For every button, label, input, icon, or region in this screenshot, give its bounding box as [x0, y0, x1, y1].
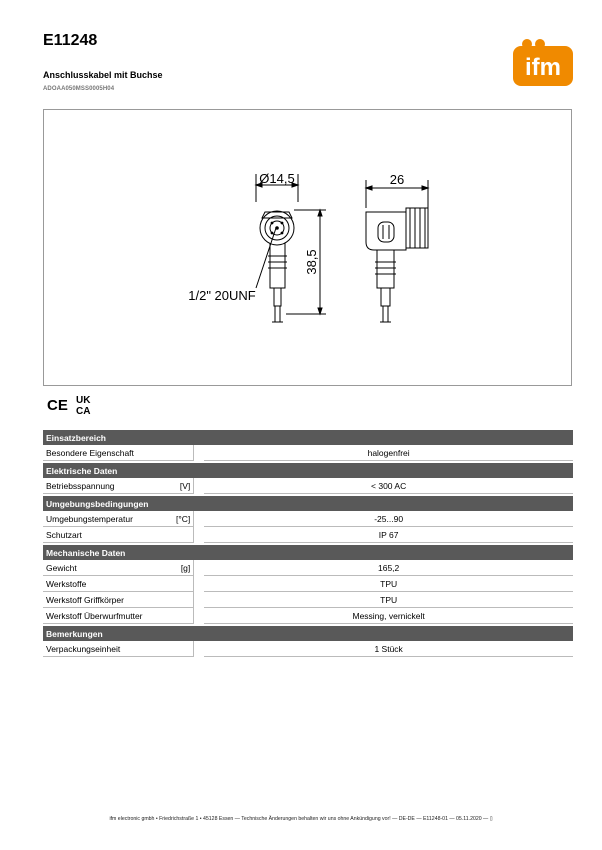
- row-value: 165,2: [204, 560, 573, 576]
- row-unit: [176, 576, 194, 592]
- ce-mark: CE: [47, 397, 68, 414]
- table-row: [43, 511, 573, 527]
- product-name: Anschlusskabel mit Buchse: [43, 70, 163, 80]
- row-unit: [176, 592, 194, 608]
- row-label: Werkstoffe: [43, 576, 176, 592]
- section-header: [43, 545, 573, 560]
- row-unit: [g]: [176, 560, 194, 576]
- dim-height-label: 38,5: [304, 249, 319, 275]
- section-title: Umgebungsbedingungen: [43, 496, 573, 511]
- row-label: Gewicht: [43, 560, 176, 576]
- table-row: [43, 576, 573, 592]
- dim-width-label: 26: [389, 172, 405, 187]
- section-title: Einsatzbereich: [43, 430, 573, 445]
- section-header: [43, 496, 573, 511]
- technical-drawing: [43, 109, 572, 386]
- table-row: [43, 527, 573, 543]
- footer-text: ifm electronic gmbh • Friedrichstraße 1 • 45128 Essen — Technische Änderungen behalten wir uns ohne Ankündigung vor! — DE-DE — E11248-01 — 05.11.2020 —: [109, 816, 489, 822]
- row-unit: [176, 527, 194, 543]
- ukca-mark-bottom: CA: [76, 406, 91, 417]
- logo-text: ifm: [525, 54, 561, 81]
- dim-diameter-label: Ø14,5: [259, 171, 295, 186]
- article-number: ADOAA050MSS0005H04: [43, 86, 115, 92]
- row-value: IP 67: [204, 527, 573, 543]
- table-row: [43, 445, 573, 461]
- row-value: 1 Stück: [204, 641, 573, 657]
- row-value: halogenfrei: [204, 445, 573, 461]
- row-label: Schutzart: [43, 527, 176, 543]
- table-row: [43, 641, 573, 657]
- dim-thread-label: 1/2" 20UNF: [188, 288, 256, 303]
- footer-page-icon: ▯: [489, 816, 493, 822]
- dimension-drawing: [44, 110, 573, 387]
- row-value: < 300 AC: [204, 478, 573, 494]
- section-header: [43, 463, 573, 478]
- row-label: Betriebsspannung: [43, 478, 176, 494]
- section-title: Elektrische Daten: [43, 463, 573, 478]
- row-unit: [176, 641, 194, 657]
- section-header: [43, 626, 573, 641]
- table-row: [43, 608, 573, 624]
- table-row: [43, 478, 573, 494]
- row-value: Messing, vernickelt: [204, 608, 573, 624]
- row-label: Verpackungseinheit: [43, 641, 176, 657]
- section-title: Bemerkungen: [43, 626, 573, 641]
- row-label: Umgebungstemperatur: [43, 511, 176, 527]
- row-label: Werkstoff Griffkörper: [43, 592, 176, 608]
- ifm-logo: [512, 38, 574, 88]
- row-label: Besondere Eigenschaft: [43, 445, 176, 461]
- spec-table: [43, 430, 573, 657]
- row-value: TPU: [204, 576, 573, 592]
- row-label: Werkstoff Überwurfmutter: [43, 608, 176, 624]
- section-title: Mechanische Daten: [43, 545, 573, 560]
- row-value: TPU: [204, 592, 573, 608]
- certification-marks: [46, 393, 100, 417]
- section-header: [43, 430, 573, 445]
- table-row: [43, 560, 573, 576]
- row-unit: [176, 445, 194, 461]
- table-row: [43, 592, 573, 608]
- ukca-mark-top: UK: [76, 395, 91, 406]
- product-code: E11248: [43, 32, 98, 49]
- footer: [0, 816, 602, 822]
- row-unit: [176, 608, 194, 624]
- row-unit: [°C]: [176, 511, 194, 527]
- row-unit: [V]: [176, 478, 194, 494]
- row-value: -25...90: [204, 511, 573, 527]
